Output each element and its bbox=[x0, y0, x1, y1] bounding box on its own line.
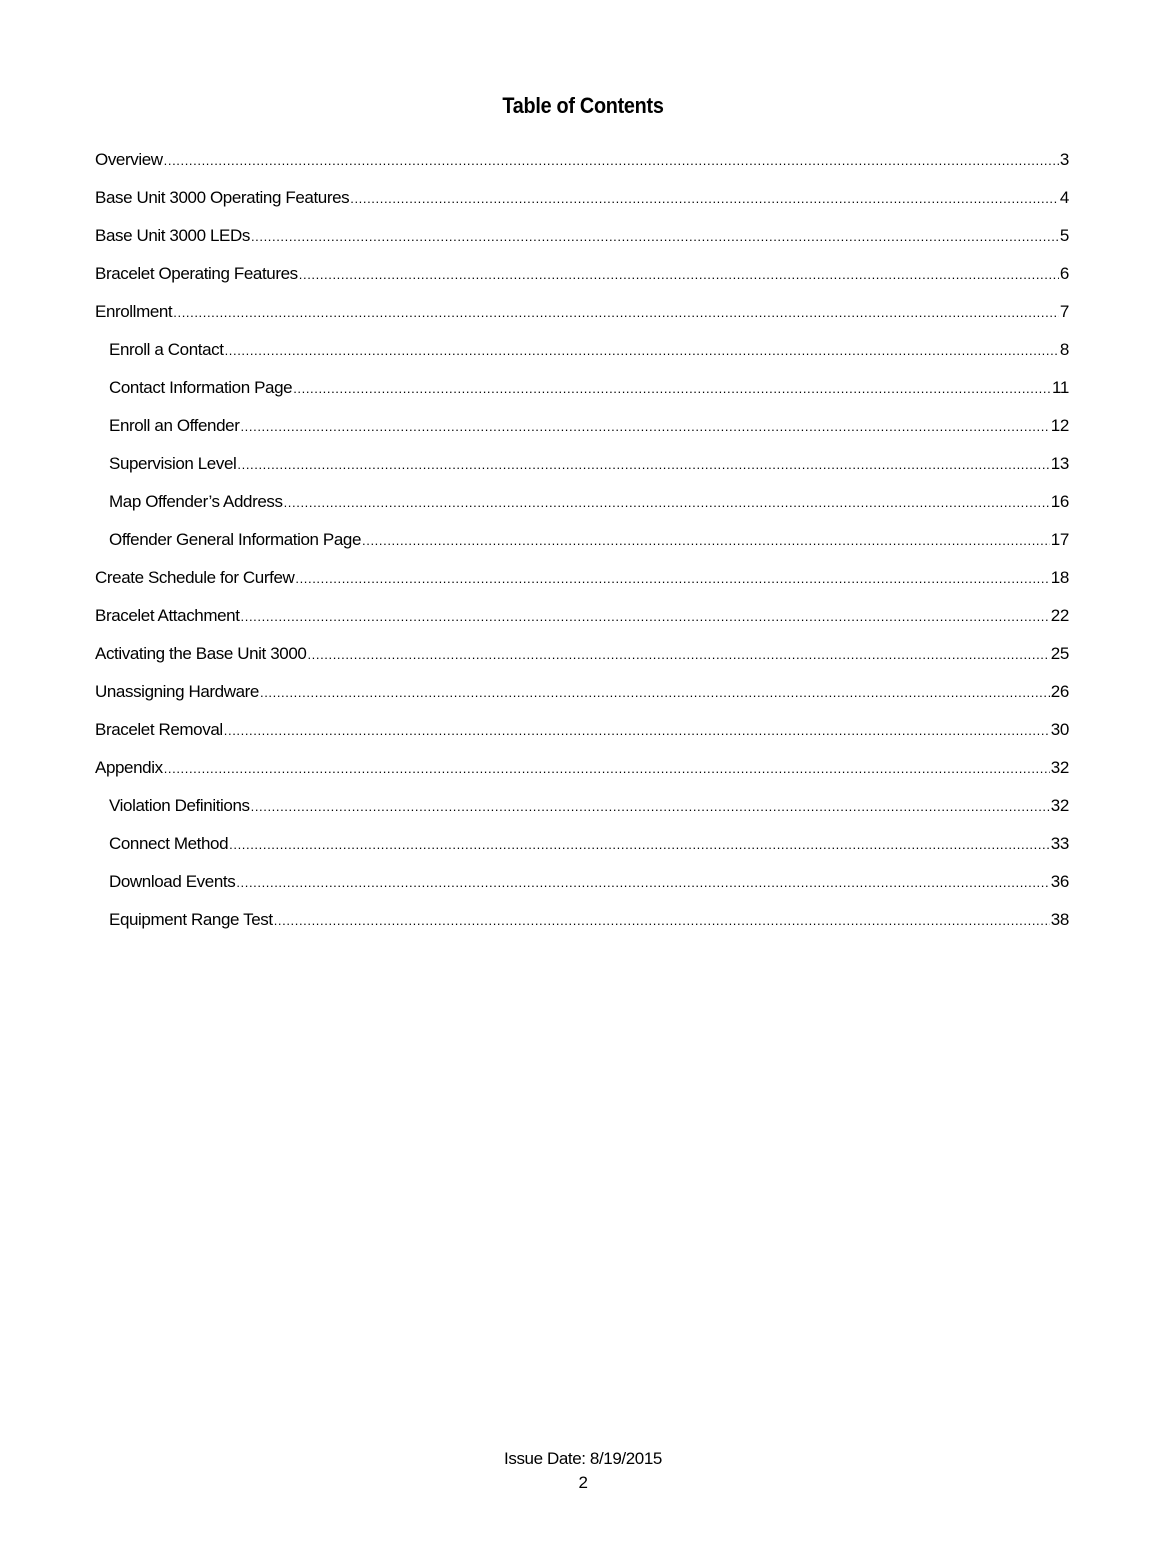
footer-page-number: 2 bbox=[578, 1473, 588, 1492]
toc-entry-label: Bracelet Removal bbox=[95, 720, 223, 739]
toc-entry-page-number: 11 bbox=[1051, 378, 1069, 397]
toc-entry-label: Appendix bbox=[95, 758, 163, 777]
toc-dot-leader bbox=[293, 375, 1051, 403]
toc-entry[interactable] bbox=[95, 526, 1069, 564]
toc-entry-page-number: 8 bbox=[1059, 340, 1069, 359]
toc-entry[interactable] bbox=[95, 830, 1069, 868]
toc-entry[interactable] bbox=[95, 336, 1069, 374]
toc-dot-leader bbox=[362, 527, 1050, 555]
toc-entry-label: Base Unit 3000 Operating Features bbox=[95, 188, 350, 207]
toc-dot-leader bbox=[240, 413, 1049, 441]
toc-entry[interactable] bbox=[95, 450, 1069, 488]
toc-entry-page-number: 13 bbox=[1050, 454, 1069, 473]
toc-entry-page-number: 3 bbox=[1059, 150, 1069, 169]
toc-entry[interactable] bbox=[95, 640, 1069, 678]
toc-entry[interactable] bbox=[95, 412, 1069, 450]
toc-dot-leader bbox=[237, 451, 1049, 479]
footer-issue-date: Issue Date: 8/19/2015 bbox=[504, 1449, 662, 1468]
toc-dot-leader bbox=[164, 755, 1050, 783]
toc-entry-label: Enroll an Offender bbox=[109, 416, 240, 435]
toc-entry-page-number: 17 bbox=[1050, 530, 1069, 549]
toc-entry[interactable] bbox=[95, 868, 1069, 906]
toc-entry-label: Overview bbox=[95, 150, 163, 169]
toc-entry-label: Activating the Base Unit 3000 bbox=[95, 644, 307, 663]
toc-entry-page-number: 32 bbox=[1050, 796, 1069, 815]
toc-entry-label: Download Events bbox=[109, 872, 236, 891]
toc-entry-page-number: 4 bbox=[1059, 188, 1069, 207]
toc-entry[interactable] bbox=[95, 716, 1069, 754]
toc-entry[interactable] bbox=[95, 222, 1069, 260]
toc-entry[interactable] bbox=[95, 184, 1069, 222]
toc-entry-page-number: 33 bbox=[1050, 834, 1069, 853]
toc-entry[interactable] bbox=[95, 754, 1069, 792]
toc-dot-leader bbox=[164, 147, 1059, 175]
toc-dot-leader bbox=[251, 223, 1059, 251]
toc-entry-label: Unassigning Hardware bbox=[95, 682, 259, 701]
toc-dot-leader bbox=[225, 337, 1059, 365]
toc-entry-page-number: 12 bbox=[1050, 416, 1069, 435]
toc-entry-label: Violation Definitions bbox=[109, 796, 250, 815]
toc-entry[interactable] bbox=[95, 906, 1069, 944]
toc-dot-leader bbox=[229, 831, 1050, 859]
toc-entry[interactable] bbox=[95, 792, 1069, 830]
toc-entry-page-number: 6 bbox=[1059, 264, 1069, 283]
toc-entry[interactable] bbox=[95, 146, 1069, 184]
toc-dot-leader bbox=[236, 869, 1049, 897]
toc-entry-label: Connect Method bbox=[109, 834, 229, 853]
toc-entry-page-number: 38 bbox=[1050, 910, 1069, 929]
toc-dot-leader bbox=[251, 793, 1050, 821]
toc-dot-leader bbox=[241, 603, 1050, 631]
toc-entry-label: Offender General Information Page bbox=[109, 530, 362, 549]
toc-entry-page-number: 18 bbox=[1050, 568, 1069, 587]
toc-dot-leader bbox=[274, 907, 1050, 935]
toc-entry-label: Base Unit 3000 LEDs bbox=[95, 226, 250, 245]
toc-entry-label: Equipment Range Test bbox=[109, 910, 273, 929]
toc-entry-label: Enroll a Contact bbox=[109, 340, 224, 359]
toc-entry-page-number: 7 bbox=[1059, 302, 1069, 321]
toc-entry-label: Bracelet Attachment bbox=[95, 606, 240, 625]
toc-dot-leader bbox=[307, 641, 1049, 669]
toc-dot-leader bbox=[299, 261, 1059, 289]
toc-entry-page-number: 30 bbox=[1050, 720, 1069, 739]
toc-entry[interactable] bbox=[95, 260, 1069, 298]
toc-dot-leader bbox=[173, 299, 1059, 327]
toc-entry-label: Supervision Level bbox=[109, 454, 237, 473]
toc-entry[interactable] bbox=[95, 602, 1069, 640]
toc-entry[interactable] bbox=[95, 488, 1069, 526]
toc-entry-page-number: 22 bbox=[1050, 606, 1069, 625]
toc-title: Table of Contents bbox=[502, 93, 664, 118]
toc-dot-leader bbox=[295, 565, 1049, 593]
toc-entry[interactable] bbox=[95, 298, 1069, 336]
toc-entry-page-number: 26 bbox=[1050, 682, 1069, 701]
toc-entry-page-number: 32 bbox=[1050, 758, 1069, 777]
toc-entry-label: Contact Information Page bbox=[109, 378, 293, 397]
toc-list bbox=[95, 146, 1069, 944]
toc-entry-label: Bracelet Operating Features bbox=[95, 264, 298, 283]
toc-dot-leader bbox=[260, 679, 1050, 707]
toc-entry[interactable] bbox=[95, 374, 1069, 412]
toc-entry-label: Create Schedule for Curfew bbox=[95, 568, 295, 587]
toc-entry[interactable] bbox=[95, 564, 1069, 602]
toc-entry-label: Enrollment bbox=[95, 302, 173, 321]
toc-dot-leader bbox=[224, 717, 1050, 745]
toc-entry[interactable] bbox=[95, 678, 1069, 716]
toc-dot-leader bbox=[350, 185, 1059, 213]
toc-entry-page-number: 36 bbox=[1050, 872, 1069, 891]
toc-entry-page-number: 16 bbox=[1050, 492, 1069, 511]
toc-entry-page-number: 25 bbox=[1050, 644, 1069, 663]
toc-dot-leader bbox=[284, 489, 1050, 517]
toc-entry-label: Map Offender’s Address bbox=[109, 492, 283, 511]
toc-entry-page-number: 5 bbox=[1059, 226, 1069, 245]
